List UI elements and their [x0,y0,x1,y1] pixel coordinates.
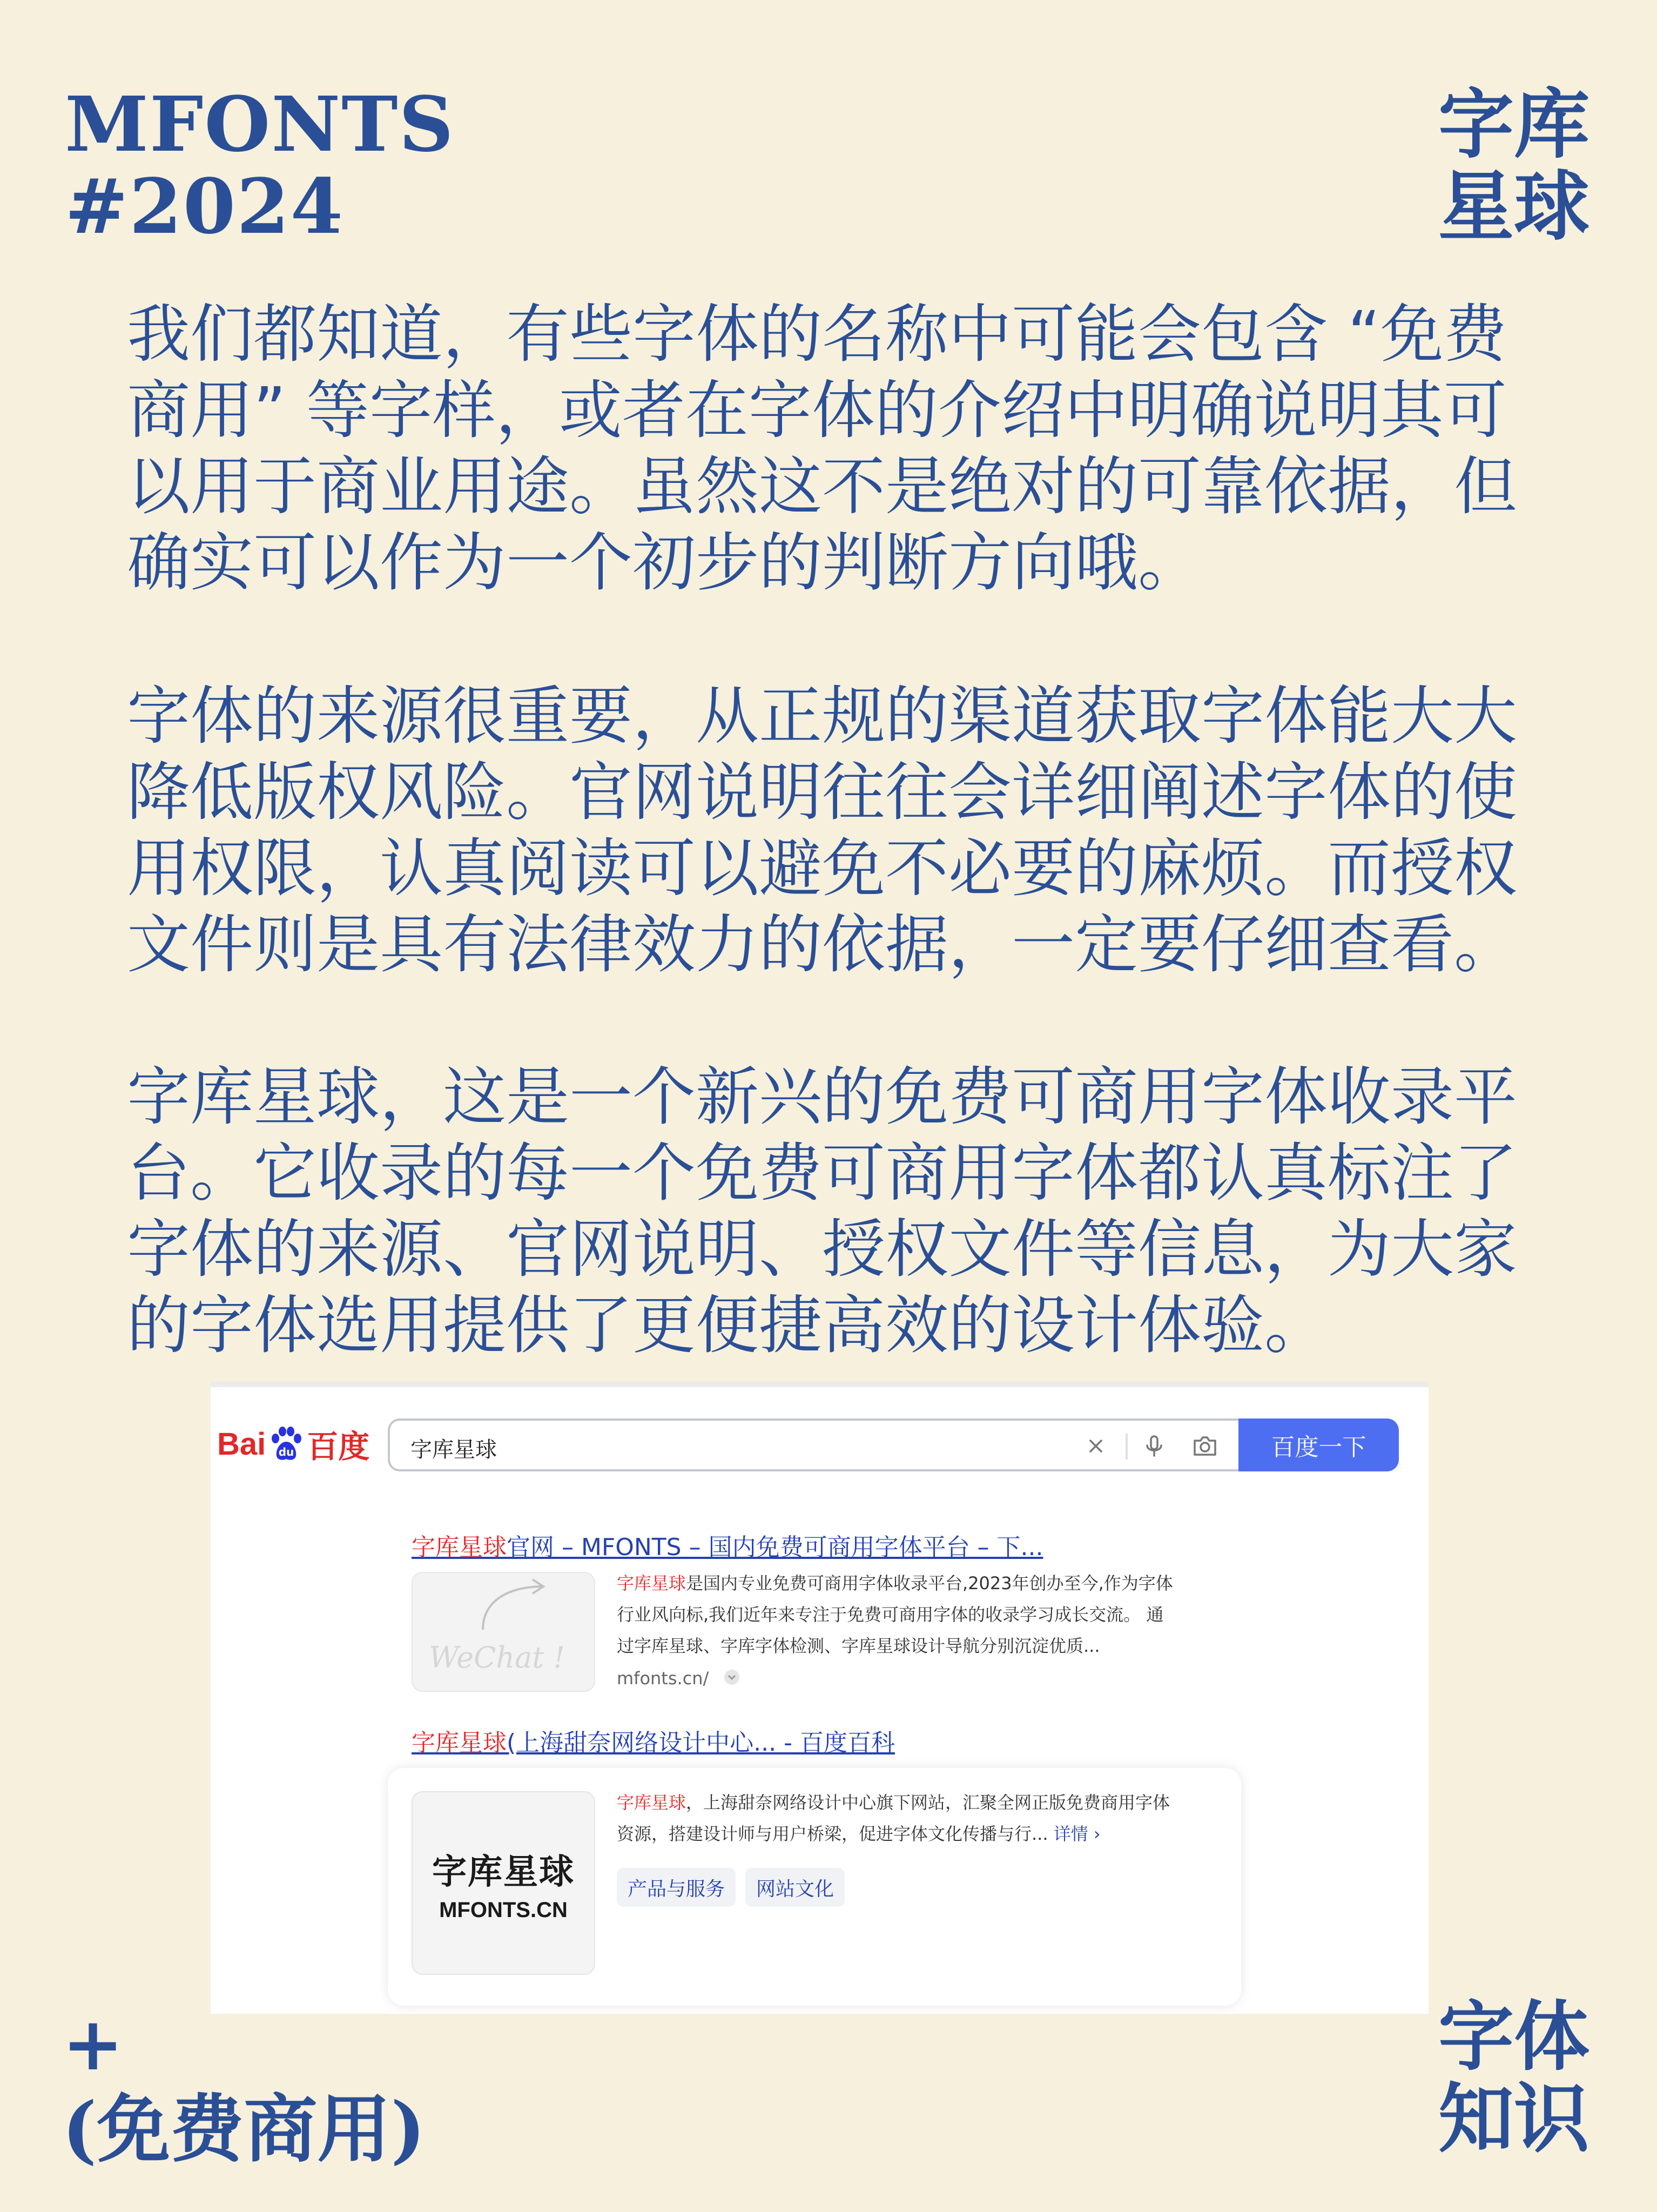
paragraph-3 [127,1059,1537,1363]
dropdown-icon[interactable] [723,1669,740,1690]
snippet-highlight: 字库星球 [617,1792,686,1813]
paragraph-1 [127,296,1537,601]
result-title-highlight: 字库星球 [412,1729,507,1757]
logo-bai-text: Bai [217,1426,266,1462]
topic-line2: 知识 [1438,2075,1589,2163]
topic-label [1438,1993,1589,2163]
result-snippet-1 [617,1568,1222,1662]
search-screenshot [211,1382,1429,2014]
result-title-highlight: 字库星球 [412,1534,507,1561]
result-title-1[interactable] [412,1528,1043,1562]
brand-name: MFONTS [65,80,455,169]
result-url-1[interactable] [617,1668,740,1690]
svg-text:du: du [278,1445,294,1458]
brand-year: #2024 [65,163,344,251]
search-button[interactable]: 百度一下 [1238,1418,1399,1471]
clear-icon[interactable] [1081,1431,1110,1461]
thumb-logo-en: MFONTS.CN [439,1898,568,1922]
result-title-2[interactable] [412,1723,895,1758]
site-name-line2: 星球 [1438,163,1589,251]
paragraph-line: 确实可以作为一个初步的判断方向哦。 [127,526,1202,600]
result-thumbnail-1[interactable] [412,1572,595,1692]
thumb-logo-cn: 字库星球 [432,1852,575,1892]
paragraph-line: 的字体选用提供了更便捷高效的设计体验。 [127,1288,1328,1362]
search-input-box[interactable] [388,1418,1238,1471]
paragraph-line: 字体的来源、官网说明、授权文件等信息，为大家 [127,1212,1518,1286]
result-thumbnail-2[interactable] [412,1791,595,1975]
camera-icon[interactable] [1190,1431,1220,1461]
free-commercial-tag: (免费商用) [62,2086,426,2173]
url-text: mfonts.cn/ [617,1668,709,1689]
brand-heading [65,80,455,251]
more-link[interactable]: 详情 › [1053,1824,1101,1844]
logo-baidu-text: 百度 [307,1429,370,1464]
microphone-icon[interactable] [1140,1431,1169,1461]
snippet-line: 行业风向标,我们近年来专注于免费可商用字体的收录学习成长交流。 通 [617,1604,1164,1625]
result-title-text: (上海甜奈网络设计中心... - 百度百科 [507,1729,895,1757]
paragraph-line: 字库星球，这是一个新兴的免费可商用字体收录平 [127,1060,1518,1134]
plus-sign: + [62,2001,124,2087]
paw-icon [267,1424,306,1463]
tag-label [62,2001,426,2172]
result-title-text: 官网 – MFONTS – 国内免费可商用字体平台 – 下... [507,1534,1043,1561]
snippet-line: 资源，搭建设计师与用户桥梁，促进字体文化传播与行... [617,1824,1048,1844]
paragraph-line: 降低版权风险。官网说明往往会详细阐述字体的使 [127,755,1518,829]
divider [1126,1434,1128,1460]
paragraph-line: 以用于商业用途。虽然这不是绝对的可靠依据，但 [127,449,1518,523]
topic-line1: 字体 [1438,1993,1589,2081]
snippet-line: 是国内专业免费可商用字体收录平台,2023年创办至今,作为字体 [686,1573,1173,1594]
paragraph-line: 台。它收录的每一个免费可商用字体都认真标注了 [127,1136,1518,1210]
result-snippet-2 [617,1787,1222,1850]
paragraph-line: 我们都知道，有些字体的名称中可能会包含 “免费 [127,297,1507,371]
search-input[interactable]: 字库星球 [410,1437,497,1462]
wechat-text: WeChat ! [429,1640,565,1675]
paragraph-2 [127,678,1537,983]
chip-site-culture[interactable]: 网站文化 [745,1868,845,1907]
paragraph-line: 文件则是具有法律效力的依据，一定要仔细查看。 [127,907,1518,981]
paragraph-line: 商用” 等字样，或者在字体的介绍中明确说明其可 [127,373,1507,447]
paragraph-line: 用权限，认真阅读可以避免不必要的麻烦。而授权 [127,831,1518,905]
snippet-line: 过字库星球、字库字体检测、字库星球设计导航分别沉淀优质... [617,1636,1100,1656]
paragraph-line: 字体的来源很重要，从正规的渠道获取字体能大大 [127,679,1518,753]
chip-products-services[interactable]: 产品与服务 [617,1868,736,1907]
site-name [1438,80,1589,251]
baidu-logo[interactable] [217,1420,369,1468]
snippet-line: ，上海甜奈网络设计中心旗下网站，汇聚全网正版免费商用字体 [686,1792,1170,1813]
site-name-line1: 字库 [1438,80,1589,169]
snippet-highlight: 字库星球 [617,1573,686,1594]
browser-topbar [211,1382,1429,1387]
